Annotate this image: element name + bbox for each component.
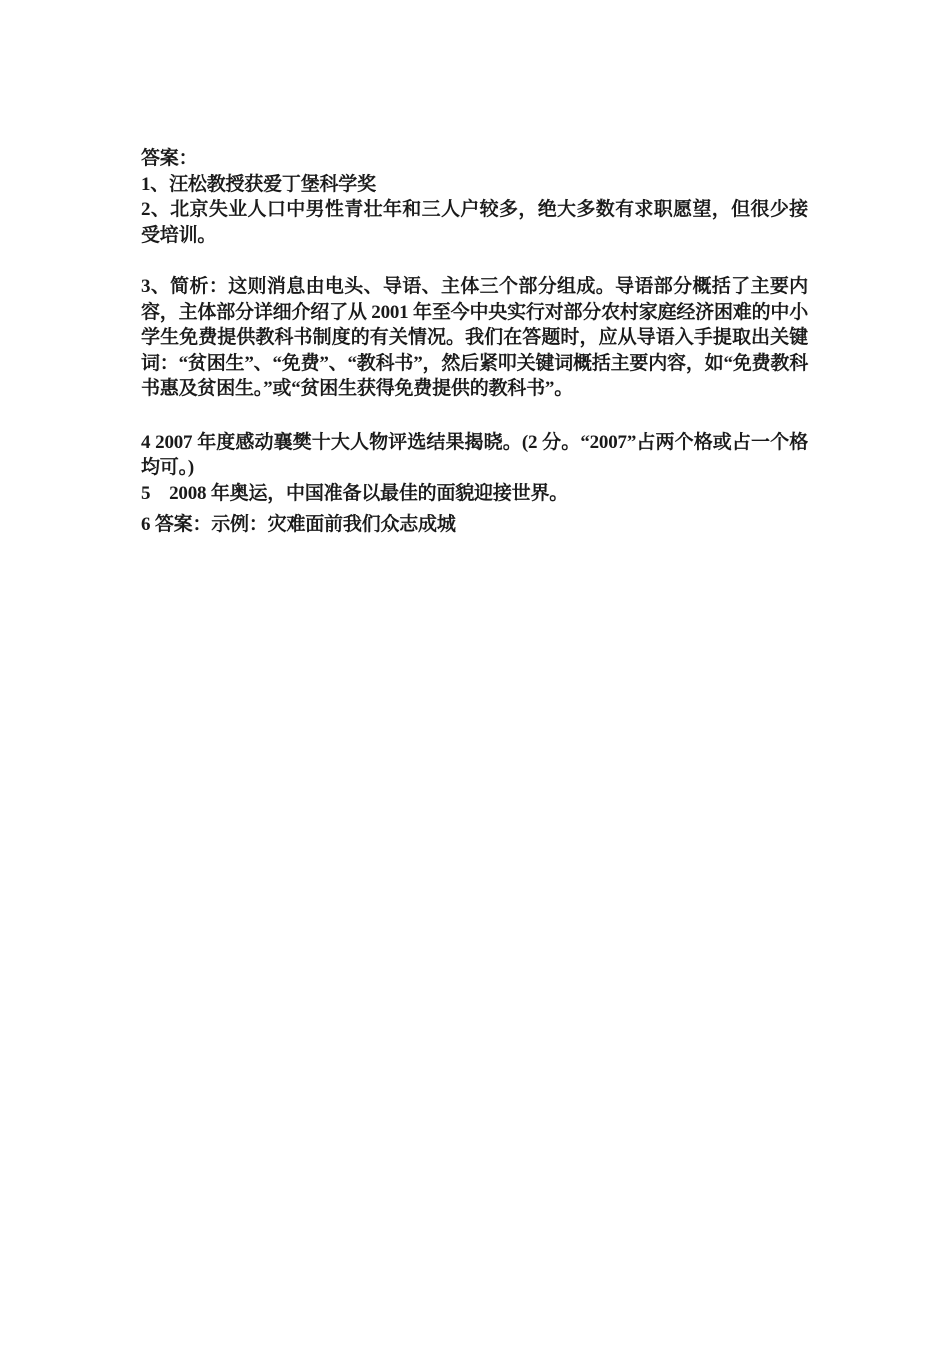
answer-item-6: 6 答案：示例：灾难面前我们众志成城 [141, 514, 456, 535]
answer-item-2: 2、北京失业人口中男性青壮年和三人户较多，绝大多数有求职愿望，但很少接受培训。 [141, 199, 808, 246]
answers-heading: 答案： [141, 148, 198, 169]
answer-item-1: 1、汪松教授获爱丁堡科学奖 [141, 173, 376, 195]
answer-item-5: 5 2008 年奥运，中国准备以最佳的面貌迎接世界。 [141, 482, 569, 504]
document-page [141, 146, 808, 538]
answer-item-3: 3、简析：这则消息由电头、导语、主体三个部分组成。导语部分概括了主要内容，主体部分详细介绍了从 2001 年至今中央实行对部分农村家庭经济困难的中小学生免费提供教科书制度的有关情况。我们在答题时，应从导语入手提取出关键词：“贫困生”、“免费”、“教科书”，然后紧叩关键词概括主要内容，如“免费教科书惠及贫困生。”或“贫困生获得免费提供的教科书”。 [141, 276, 808, 399]
answer-item-4: 4 2007 年度感动襄樊十大人物评选结果揭晓。(2 分。“2007”占两个格或占一个格均可。) [141, 431, 808, 478]
